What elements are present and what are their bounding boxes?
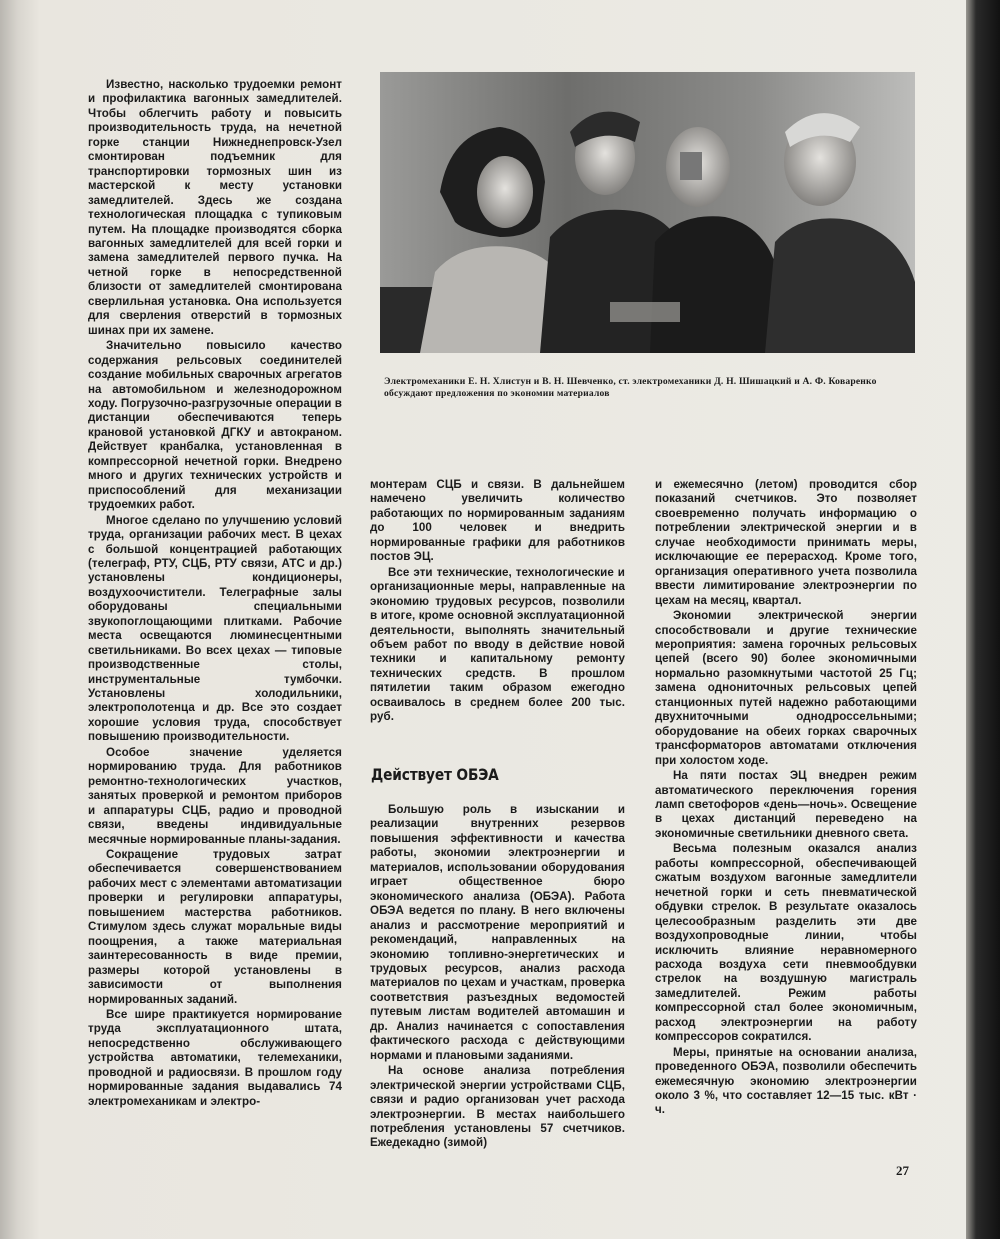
paragraph: Экономии электрической энергии способствовали и другие технические мероприятия: замена горочных рельсовых цепей (всего 90) более экономичными нормально разомкнутыми частотой 25 Гц; замена однониточных рельсовых цепей станционных путей надежно работающими двухниточными однодроссельными; оборудование на обеих горках сварочных трансформаторов автоматами отключения при холостом ходе. [655,609,917,767]
paragraph: Сокращение трудовых затрат обеспечивается совершенствованием рабочих мест с элементами автоматизации проверки и регулировки аппаратуры, повышением мастерства работников. Стимулом здесь служат моральные виды поощрения, а также материальная заинтересованность в виде премии, размеры которой установлены в зависимости от выполнения нормированных заданий. [88,848,342,1006]
paragraph: Большую роль в изыскании и реализации внутренних резервов повышения эффективности и качества работы, экономии электроэнергии и материалов, использовании оборудования играет общественное бюро экономического анализа (ОБЭА). Работа ОБЭА ведется по плану. В него включены анализ и рассмотрение мероприятий и рекомендаций, направленных на экономию топливно-энергетических и трудовых ресурсов, анализ расхода материалов по цехам и участкам, проверка соответствия разъездных ведомостей путевым листам водителей автомашин и др. Анализ начинается с сопоставления фактического расхода с действующими нормами и плановыми заданиями. [370,803,625,1062]
column-2-section [370,803,625,1152]
column-2 [370,478,625,726]
paragraph: Весьма полезным оказался анализ работы компрессорной, обеспечивающей сжатым воздухом вагонные замедлители нечетной горки и сеть пневматической обдувки стрелок. В результате оказалось целесообразным разделить эти две воздухопроводные линии, чтобы исключить влияние неравномерного расхода воздуха сети пневмообдувки стрелок на воздушную магистраль замедлителей. Режим работы компрессорной стал более экономичным, расход электроэнергии на работу компрессоров сократился. [655,842,917,1044]
paragraph: монтерам СЦБ и связи. В дальнейшем намечено увеличить количество работающих по нормированным заданиям до 100 человек и внедрить нормированные графики для работников постов ЭЦ. [370,478,625,564]
photo-image [380,72,915,353]
column-1 [88,78,342,1110]
paragraph: Известно, насколько трудоемки ремонт и профилактика вагонных замедлителей. Чтобы облегчить работу и повысить производительность труда, на нечетной горке станции Нижнеднепровск-Узел смонтирован подъемник для транспортировки тормозных шин из мастерской к месту установки замедлителей. Здесь же создана технологическая площадка с тупиковым путем. На площадке производятся сборка вагонных замедлителей для всей горки и замена замедлителей первого пучка. На четной горке в непосредственной близости от замедлителей смонтирована сверлильная установка. Она используется для сверления отверстий в тормозных шинах при их замене. [88,78,342,337]
paragraph: На основе анализа потребления электрической энергии устройствами СЦБ, связи и радио организован учет расхода электроэнергии. В местах наибольшего потребления установлены 57 счетчиков. Ежедекадно (зимой) [370,1064,625,1150]
section-heading: Действует ОБЭА [371,765,499,784]
paragraph: На пяти постах ЭЦ внедрен режим автоматического переключения горения ламп светофоров «день—ночь». Освещение в цехах дистанций переведено на экономичные светильники дневного света. [655,769,917,840]
paragraph: Значительно повысило качество содержания рельсовых соединителей создание мобильных сварочных агрегатов на автомобильном и железнодорожном ходу. Погрузочно-разгрузочные операции в дистанции обеспечиваются теперь крановой установкой ДГКУ и автокраном. Действует кранбалка, установленная в компрессорной нечетной горки. Внедрено много и других технических устройств и приспособлений для механизации трудоемких работ. [88,339,342,512]
paragraph: Все шире практикуется нормирование труда эксплуатационного штата, непосредственно обслуживающего устройства автоматики, телемеханики, проводной и радиосвязи. В прошлом году нормированные задания выдавались 74 электромеханикам и электро- [88,1008,342,1108]
column-3 [655,478,917,1119]
scan-edge-shadow [966,0,1000,1239]
photo-caption: Электромеханики Е. Н. Хлистун и В. Н. Шевченко, ст. электромеханики Д. Н. Шишацкий и А. Ф. Коваренко обсуждают предложения по экономии материалов [384,376,877,399]
paragraph: Все эти технические, технологические и организационные меры, направленные на экономию трудовых ресурсов, позволили в итоге, кроме основной эксплуатационной деятельности, выполнять значительный объем работ по вводу в действие новой техники и капитальному ремонту технических средств. В прошлом пятилетии таким образом ежегодно осваивалось в среднем более 200 тыс. руб. [370,565,625,724]
paragraph: Меры, принятые на основании анализа, проведенного ОБЭА, позволили обеспечить ежемесячную экономию электроэнергии около 3 %, что составляет 12—15 тыс. кВт · ч. [655,1045,917,1117]
paragraph: Многое сделано по улучшению условий труда, организации рабочих мест. В цехах с большой концентрацией работающих (телеграф, РТУ, СЦБ, РТУ связи, АТС и др.) установлены кондиционеры, воздухоочистители. Телеграфные залы оборудованы специальными звукопоглощающими плитками. Рабочие места освещаются люминесцентными светильниками. Во всех цехах — типовые производственные столы, инструментальные тумбочки. Установлены холодильники, электрополотенца и др. Все это создает хорошие условия труда, способствует повышению производительности. [88,513,342,744]
photo [380,72,915,353]
paragraph: и ежемесячно (летом) проводится сбор показаний счетчиков. Это позволяет своевременно получать информацию о потреблении электрической энергии и в случае необходимости принимать меры, исключающие ее перерасход. Кроме того, организация оперативного учета позволила ввести лимитирование электроэнергии по цехам на месяц, квартал. [655,478,917,607]
page-number: 27 [896,1163,909,1178]
paragraph: Особое значение уделяется нормированию труда. Для работников ремонтно-технологических участков, занятых проверкой и ремонтом приборов и аппаратуры СЦБ, радио и проводной связи, введены индивидуальные месячные нормированные планы-задания. [88,745,342,846]
